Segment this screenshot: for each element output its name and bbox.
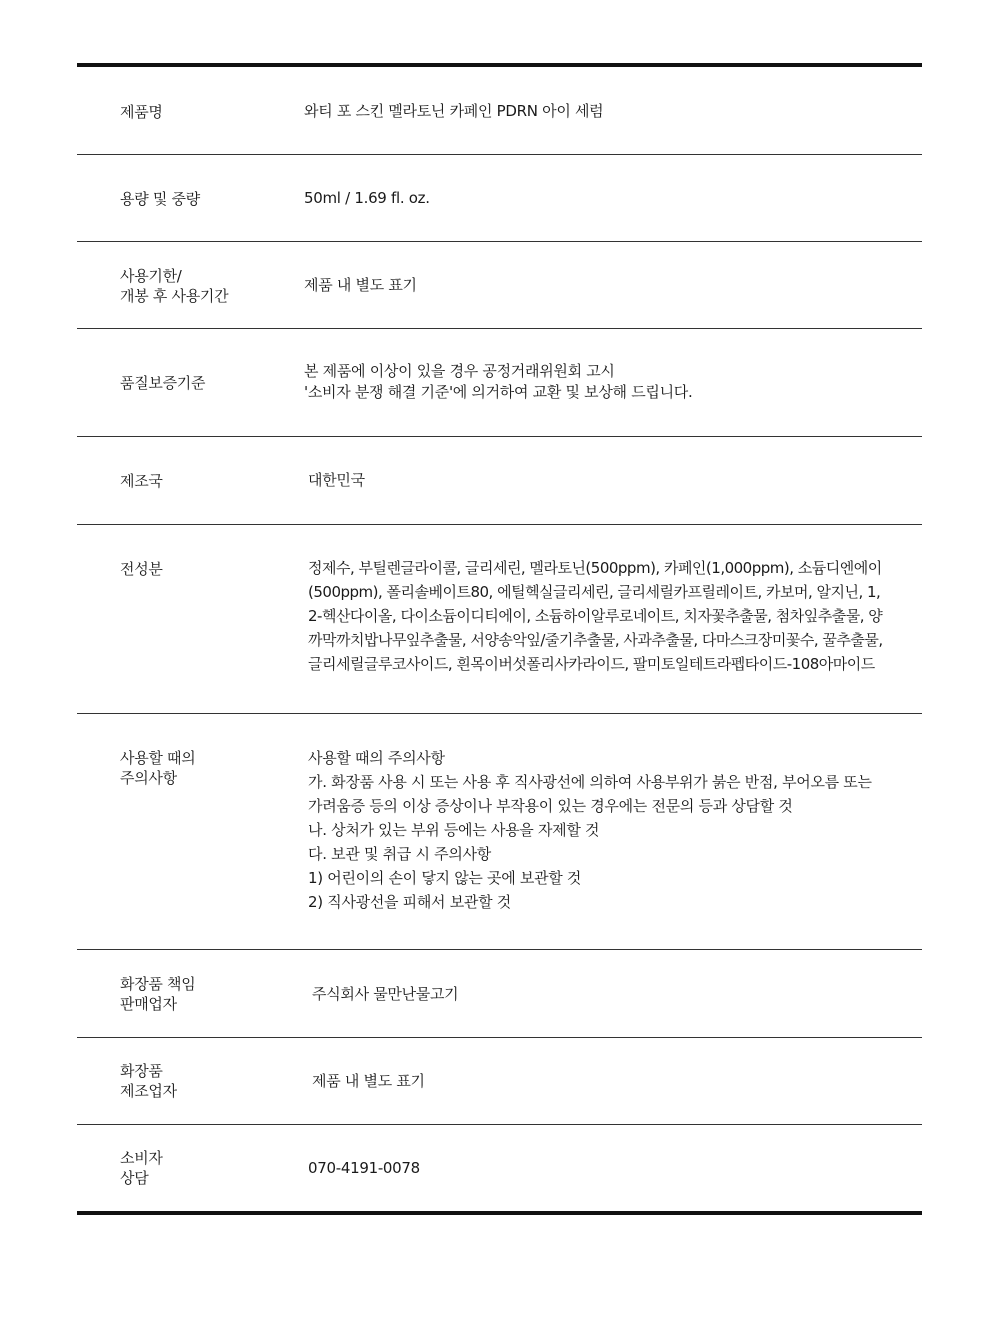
row-value: 제품 내 별도 표기 — [304, 276, 417, 294]
row-label: 사용기한/ 개봉 후 사용기간 — [120, 267, 229, 305]
precaution-line: 2) 직사광선을 피해서 보관할 것 — [308, 893, 511, 911]
row-label: 소비자 상담 — [120, 1149, 163, 1187]
row-label: 품질보증기준 — [120, 374, 206, 392]
row-value: 제품 내 별도 표기 — [312, 1072, 425, 1090]
row-label: 용량 및 중량 — [120, 190, 200, 208]
precaution-line: 다. 보관 및 취급 시 주의사항 — [308, 845, 491, 863]
product-info-table — [77, 63, 922, 1215]
ingredient-line: (500ppm), 폴리솔베이트80, 에틸헥실글리세린, 글리세릴카프릴레이트, 카보머, 알지닌, 1, — [308, 583, 881, 601]
ingredients-list — [308, 556, 908, 676]
row-label: 제조국 — [120, 472, 163, 490]
precaution-line: 가려움증 등의 이상 증상이나 부작용이 있는 경우에는 전문의 등과 상담할 것 — [308, 797, 793, 815]
info-row-ingredients — [77, 525, 922, 714]
info-row-expiry — [77, 242, 922, 329]
precaution-line: 가. 화장품 사용 시 또는 사용 후 직사광선에 의하여 사용부위가 붉은 반점, 부어오름 또는 — [308, 773, 872, 791]
row-label: 제품명 — [120, 103, 163, 121]
info-row-precautions — [77, 714, 922, 950]
precaution-line: 1) 어린이의 손이 닿지 않는 곳에 보관할 것 — [308, 869, 582, 887]
ingredient-line: 2-헥산다이올, 다이소듐이디티에이, 소듐하이알루로네이트, 치자꽃추출물, 첨차잎추출물, 양 — [308, 607, 883, 625]
info-row-manufacturer — [77, 1038, 922, 1125]
row-value: 와티 포 스킨 멜라토닌 카페인 PDRN 아이 세럼 — [304, 102, 604, 120]
ingredient-line: 정제수, 부틸렌글라이콜, 글리세린, 멜라토닌(500ppm), 카페인(1,000ppm), 소듐디엔에이 — [308, 559, 882, 577]
ingredient-line: 까막까치밥나무잎추출물, 서양송악잎/줄기추출물, 사과추출물, 다마스크장미꽃수, 꿀추출물, — [308, 631, 883, 649]
info-row-consumer-service — [77, 1125, 922, 1211]
value-line: 본 제품에 이상이 있을 경우 공정거래위원회 고시 — [304, 362, 615, 380]
info-row-quality-standard — [77, 329, 922, 437]
row-value: 50ml / 1.69 fl. oz. — [304, 189, 430, 207]
row-label: 전성분 — [120, 560, 163, 578]
ingredient-line: 글리세릴글루코사이드, 흰목이버섯폴리사카라이드, 팔미토일테트라펩타이드-108아마이드 — [308, 655, 875, 673]
info-row-country — [77, 437, 922, 525]
info-row-responsible-seller — [77, 950, 922, 1038]
precaution-line: 사용할 때의 주의사항 — [308, 749, 445, 767]
info-row-volume — [77, 155, 922, 242]
row-value: 070-4191-0078 — [308, 1159, 420, 1177]
row-value: 대한민국 — [308, 471, 365, 489]
row-value — [304, 361, 692, 403]
row-label: 사용할 때의 주의사항 — [120, 749, 196, 787]
row-label: 화장품 책임 판매업자 — [120, 975, 196, 1013]
info-row-product-name — [77, 67, 922, 155]
row-value: 주식회사 물만난물고기 — [312, 985, 459, 1003]
row-label: 화장품 제조업자 — [120, 1062, 177, 1100]
value-line: '소비자 분쟁 해결 기준'에 의거하여 교환 및 보상해 드립니다. — [304, 383, 693, 401]
precaution-line: 나. 상처가 있는 부위 등에는 사용을 자제할 것 — [308, 821, 600, 839]
precautions-list — [308, 746, 872, 914]
